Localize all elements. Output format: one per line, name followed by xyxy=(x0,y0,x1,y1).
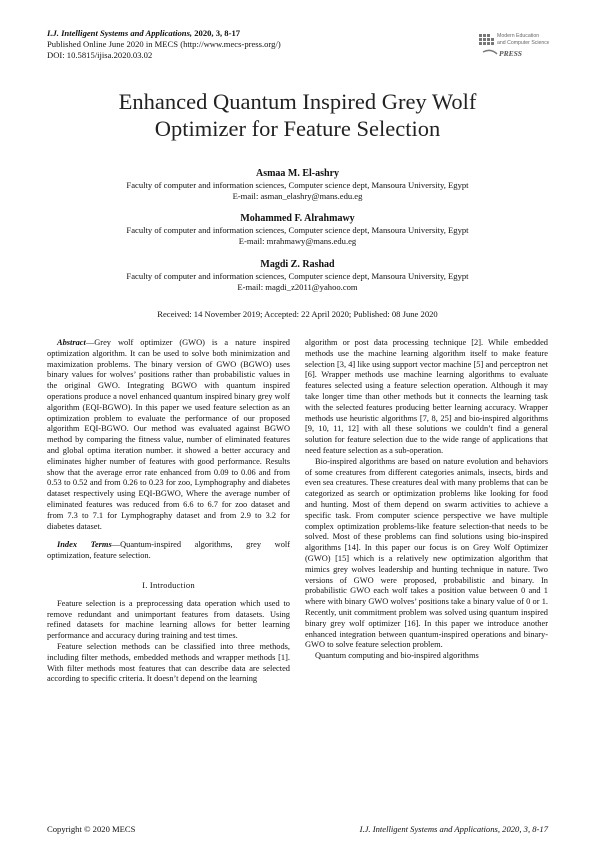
footer-journal: I.J. Intelligent Systems and Applications, 2020, 3, 8-17 xyxy=(359,824,548,834)
author-email: E-mail: mrahmawy@mans.edu.eg xyxy=(238,236,357,246)
index-terms xyxy=(47,540,290,562)
title-line-1: Enhanced Quantum Inspired Grey Wolf xyxy=(118,89,477,114)
right-paragraph-3: Quantum computing and bio-inspired algorithms xyxy=(315,651,479,661)
section-heading-introduction: I. Introduction xyxy=(142,579,195,590)
right-paragraph-2: Bio-inspired algorithms are based on nature evolution and behaviors of some creatures from different categories animals, insects, birds and even sea creatures. These creatures deal with many problems that can be categorized as search or optimization problems like looking for food and hunting. Most of them depend on swarm activities to achieve a specific task. From computer science perspective we have multiple complex optimization problems-like feature selection-that needs to be solved. Most of these problems can find solutions using bio-inspired algorithms [14]. In this paper our focus is on Grey Wolf Optimizer (GWO) [15] which is a relatively new optimization algorithm that mimics grey wolves leadership and hunting technique in nature. Two versions of GWO were proposed, probabilistic and binary. In probabilistic GWO each wolf takes a position value between 0 and 1 where with binary GWO wolves’ positions take a binary value of 0 or 1. Recently, unit commitment problem was solved using quantum inspired binary grey wolf optimizer [16]. In this paper we introduce another enhanced integration between quantum-inspired operations and binary-GWO to solve feature selection problem. xyxy=(305,456,548,650)
author-email: E-mail: asman_elashry@mans.edu.eg xyxy=(232,191,363,201)
author-name: Magdi Z. Rashad xyxy=(260,259,335,270)
author-name: Mohammed F. Alrahmawy xyxy=(240,213,355,224)
publisher-logo xyxy=(477,26,549,66)
right-paragraph-1: algorithm or post data processing technique [2]. While embedded methods use the machine learning algorithm itself to make feature selection [3, 4] like using support vector machine [5] and perceptron net [6]. Wrapper methods use machine learning algorithms to evaluate features selected using a feature selection operation. Although it may take longer time than other methods but it connects the learning task with the selected features producing better learning accuracy. Wrapper methods use heuristic algorithms [7, 8, 25] and bio-inspired algorithms [9, 10, 11, 12] with all these solutions we couldn’t find a general solution for feature selection due to the wide range of applications that need feature selection as a sub-operation. xyxy=(305,338,548,455)
author-name: Asmaa M. El-ashry xyxy=(255,168,340,179)
author-1 xyxy=(40,167,555,202)
received-dates: Received: 14 November 2019; Accepted: 22 April 2020; Published: 08 June 2020 xyxy=(157,309,438,319)
doi-line: DOI: 10.5815/ijisa.2020.03.02 xyxy=(47,50,153,60)
abstract xyxy=(47,338,290,532)
intro-paragraph-2: Feature selection methods can be classified into three methods, including filter methods, embedded methods and wrapper methods [1]. With filter methods most features that can describe data are selected according to specific criteria. It doesn’t depend on the learning xyxy=(47,641,290,684)
journal-title: I.J. Intelligent Systems and Applications, xyxy=(47,28,193,38)
abstract-text: —Grey wolf optimizer (GWO) is a nature inspired optimization algorithm. It can be used to solve both minimization and maximization problems. The binary version of GWO (BGWO) uses binary values for wolves’ positions rather than probabilistic values in the original GWO. Integrating BGWO with quantum inspired operations produce a novel enhanced quantum inspired binary grey wolf algorithm (EQI-BGWO). In this paper we used feature selection as an optimization problem to evaluate the performance of our proposed algorithm EQI-BGWO. Our method was evaluated against BGWO method by comparing the fitness value, number of eliminated features and global optima iteration number. it showed a better accuracy and eliminates higher number of features with good performance. Results show that the average error rate enhanced from 0.09 to 0.06 and from 0.53 to 0.52 and from 0.26 to 0.23 for zoo, Lymphography and diabetes dataset respectively using EQI-BGWO, Where the average number of eliminated features was reduced from 6.6 to 6.7 for zoo dataset and from 7.3 to 7.1 for Lymphography dataset and from 2.9 to 3.2 for diabetes dataset. xyxy=(47,338,290,531)
author-email: E-mail: magdi_z2011@yahoo.com xyxy=(237,282,358,292)
journal-issue: 2020, 3, 8-17 xyxy=(192,28,241,38)
mecs-logo-icon xyxy=(477,26,549,66)
abstract-label: Abstract xyxy=(57,338,86,347)
intro-paragraph-1: Feature selection is a preprocessing data operation which used to remove redundant and unimportant features from datasets. Using refined datasets for machine learning allows for better learning performance and accuracy during training and test times. xyxy=(47,598,290,641)
author-affiliation: Faculty of computer and information sciences, Computer science dept, Mansoura University, Egypt xyxy=(126,271,469,281)
footer-copyright: Copyright © 2020 MECS xyxy=(47,824,136,834)
published-line: Published Online June 2020 in MECS (http://www.mecs-press.org/) xyxy=(47,39,281,49)
right-column xyxy=(305,338,548,662)
title-line-2: Optimizer for Feature Selection xyxy=(154,116,441,141)
author-affiliation: Faculty of computer and information sciences, Computer science dept, Mansoura University, Egypt xyxy=(126,180,469,190)
author-affiliation: Faculty of computer and information sciences, Computer science dept, Mansoura University, Egypt xyxy=(126,225,469,235)
index-terms-text: —Quantum-inspired algorithms, grey wolf optimization, feature selection. xyxy=(47,540,290,561)
paper-title xyxy=(40,88,555,142)
logo-text-1: Modern Education xyxy=(497,33,540,39)
logo-text-3: PRESS xyxy=(499,49,522,58)
author-2 xyxy=(40,212,555,247)
author-3 xyxy=(40,258,555,293)
journal-header xyxy=(47,28,281,61)
logo-text-2: and Computer Science xyxy=(497,40,549,46)
left-column xyxy=(47,338,290,685)
index-terms-label: Index Terms xyxy=(57,540,112,550)
